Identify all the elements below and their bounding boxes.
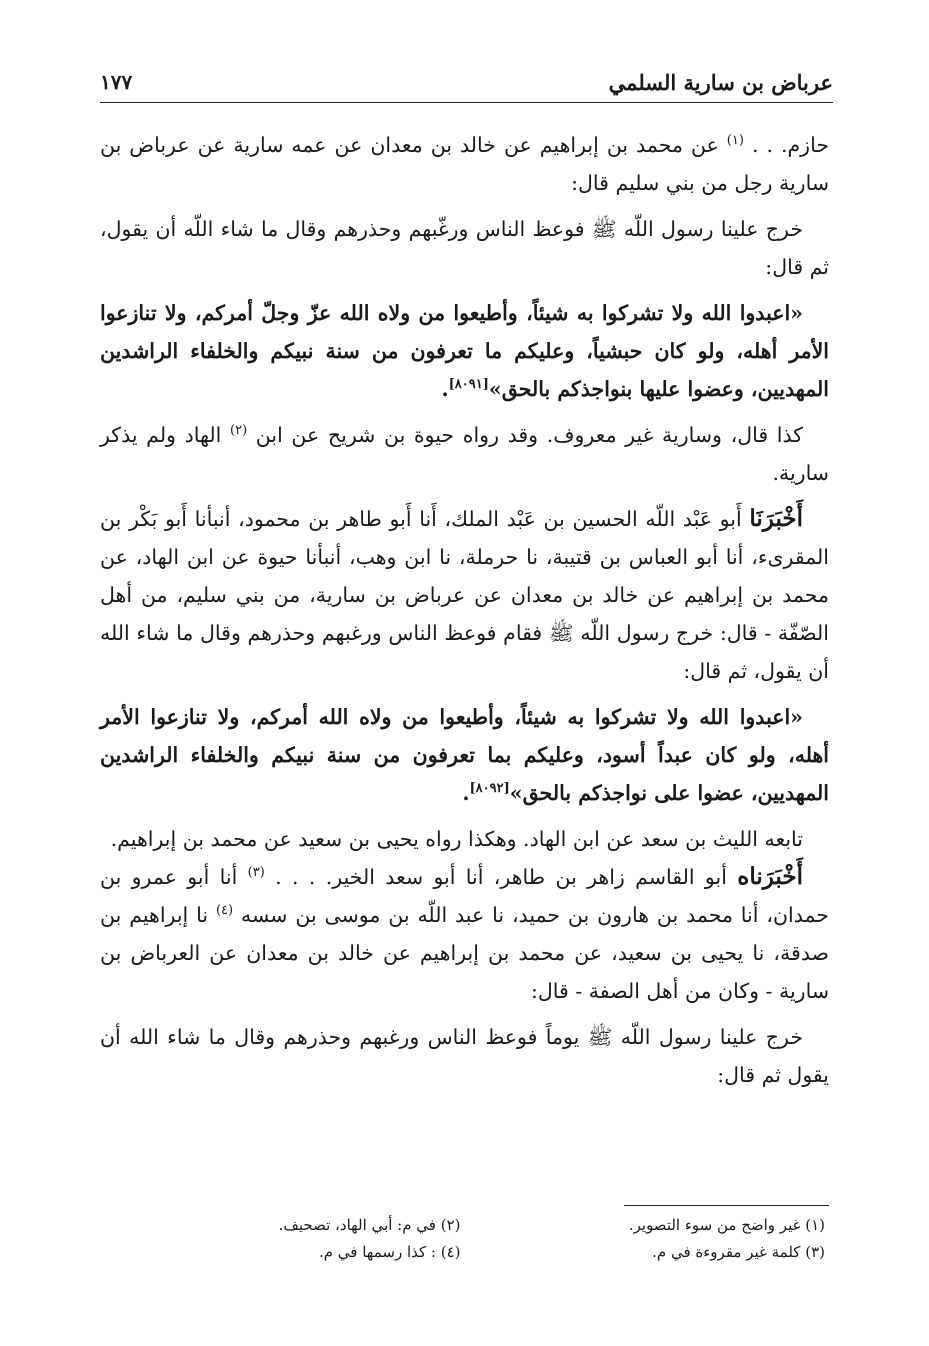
footnote-2: (٢) في م: أبي الهاد، تصحيف. xyxy=(278,1216,461,1234)
p7-text: تابعه الليث بن سعد عن ابن الهاد. وهكذا رواه يحيى بن سعيد عن محمد بن إبراهيم. xyxy=(110,827,803,851)
p1-after: عن محمد بن إبراهيم عن خالد بن معدان عن عمه سارية عن عرباض بن سارية رجل من بني سليم قال: xyxy=(100,133,829,195)
footnote-ref-1: (١) xyxy=(726,133,744,149)
paragraph-4 xyxy=(100,416,829,492)
paragraph-8 xyxy=(100,858,829,1010)
p2-text: خرج علينا رسول اللّه ﷺ فوعظ الناس ورغّبهم وحذرهم وقال ما شاء اللّه أن يقول، ثم قال: xyxy=(100,217,829,279)
hadith-quote-1: «اعبدوا الله ولا تشركوا به شيئاً، وأطيعوا من ولاه الله عزّ وجلّ أمركم، ولا تنازعوا الأمر أهله، ولو كان حبشياً، وعليكم ما تعرفون من سنة نبيكم والخلفاء الراشدين المهديين، وعضوا عليها بنواجذكم بالحق»[٨٠٩١]. xyxy=(100,301,829,401)
p3-text: «اعبدوا الله ولا تشركوا به شيئاً، وأطيعوا من ولاه الله عزّ وجلّ أمركم، ولا تنازعوا الأمر أهله، ولو كان حبشياً، وعليكم ما تعرفون من سنة نبيكم والخلفاء الراشدين المهديين، وعضوا عليها بنواجذكم بالحق» xyxy=(100,301,829,401)
akhbaranahu-keyword: أَخْبَرَناه xyxy=(737,863,803,890)
p4-before: كذا قال، وسارية غير معروف. وقد رواه حيوة بن شريح عن ابن xyxy=(255,423,803,447)
paragraph-7 xyxy=(100,820,829,858)
paragraph-9 xyxy=(100,1018,829,1094)
footnote-ref-4: (٤) xyxy=(215,903,234,919)
paragraph-1 xyxy=(100,126,829,202)
akhbarana-keyword: أَخْبَرَنَا xyxy=(749,505,803,532)
p4-after: الهاد ولم يذكر سارية. xyxy=(100,423,829,485)
footnote-1: (١) غير واضح من سوء التصوير. xyxy=(628,1216,825,1234)
paragraph-2 xyxy=(100,210,829,286)
main-text xyxy=(100,126,829,1102)
footnote-4: (٤) : كذا رسمها في م. xyxy=(318,1243,461,1261)
p5-text: أَبو عَبْد اللّه الحسين بن عَبْد الملك، أَنا أَبو طاهر بن محمود، أنبأنا أَبو بَكْر بن المقرىء، أنا أبو العباس بن قتيبة، نا حرملة، نا ابن وهب، أنبأنا حيوة عن ابن الهاد، عن محمد بن إبراهيم عن خالد بن معدان عن عرباض بن سارية، من بني سليم، من أهل الصّفّة - قال: خرج رسول اللّه ﷺ فقام فوعظ الناس ورغبهم وحذرهم وقال ما شاء الله أن يقول، ثم قال: xyxy=(100,507,829,683)
running-header xyxy=(100,62,833,103)
p8-part-a: أبو القاسم زاهر بن طاهر، أنا أبو سعد الخير. . . . xyxy=(275,865,727,889)
footnotes xyxy=(100,1212,829,1266)
hadith-number-2: [٨٠٩٢] xyxy=(469,781,510,797)
footnote-row-2 xyxy=(100,1239,829,1266)
footnote-ref-3: (٣) xyxy=(247,865,265,881)
p1-before: حازم. . . xyxy=(751,133,829,157)
footnote-ref-2: (٢) xyxy=(230,423,248,439)
footnote-3: (٣) كلمة غير مقروءة في م. xyxy=(652,1243,825,1261)
p8-part-b: أنا أبو عمرو بن حمدان، أنا محمد بن هارون بن حميد، نا عبد اللّه بن موسى بن سسه xyxy=(100,865,829,927)
p8-part-c: نا إبراهيم بن صدقة، نا يحيى بن سعيد، عن محمد بن إبراهيم عن خالد بن معدان عن العرباض بن سارية - وكان من أهل الصفة - قال: xyxy=(100,903,829,1003)
paragraph-5 xyxy=(100,500,829,690)
footnote-row-1 xyxy=(100,1212,829,1239)
page-number: ١٧٧ xyxy=(100,70,133,94)
hadith-quote-2: «اعبدوا الله ولا تشركوا به شيئاً، وأطيعوا من ولاه الله أمركم، ولا تنازعوا الأمر أهله، ولو كان عبداً أسود، وعليكم بما تعرفون من سنة نبيكم والخلفاء الراشدين المهديين، عضوا على نواجذكم بالحق»[٨٠٩٢]. xyxy=(100,705,829,805)
p9-text: خرج علينا رسول اللّه ﷺ يوماً فوعظ الناس ورغبهم وحذرهم وقال ما شاء الله أن يقول ثم قال: xyxy=(100,1025,829,1087)
footnote-divider xyxy=(624,1205,829,1206)
p6-text: «اعبدوا الله ولا تشركوا به شيئاً، وأطيعوا من ولاه الله أمركم، ولا تنازعوا الأمر أهله، ولو كان عبداً أسود، وعليكم بما تعرفون من سنة نبيكم والخلفاء الراشدين المهديين، عضوا على نواجذكم بالحق» xyxy=(100,705,829,805)
header-title: عرباض بن سارية السلمي xyxy=(608,70,833,95)
hadith-number-1: [٨٠٩١] xyxy=(448,377,489,393)
